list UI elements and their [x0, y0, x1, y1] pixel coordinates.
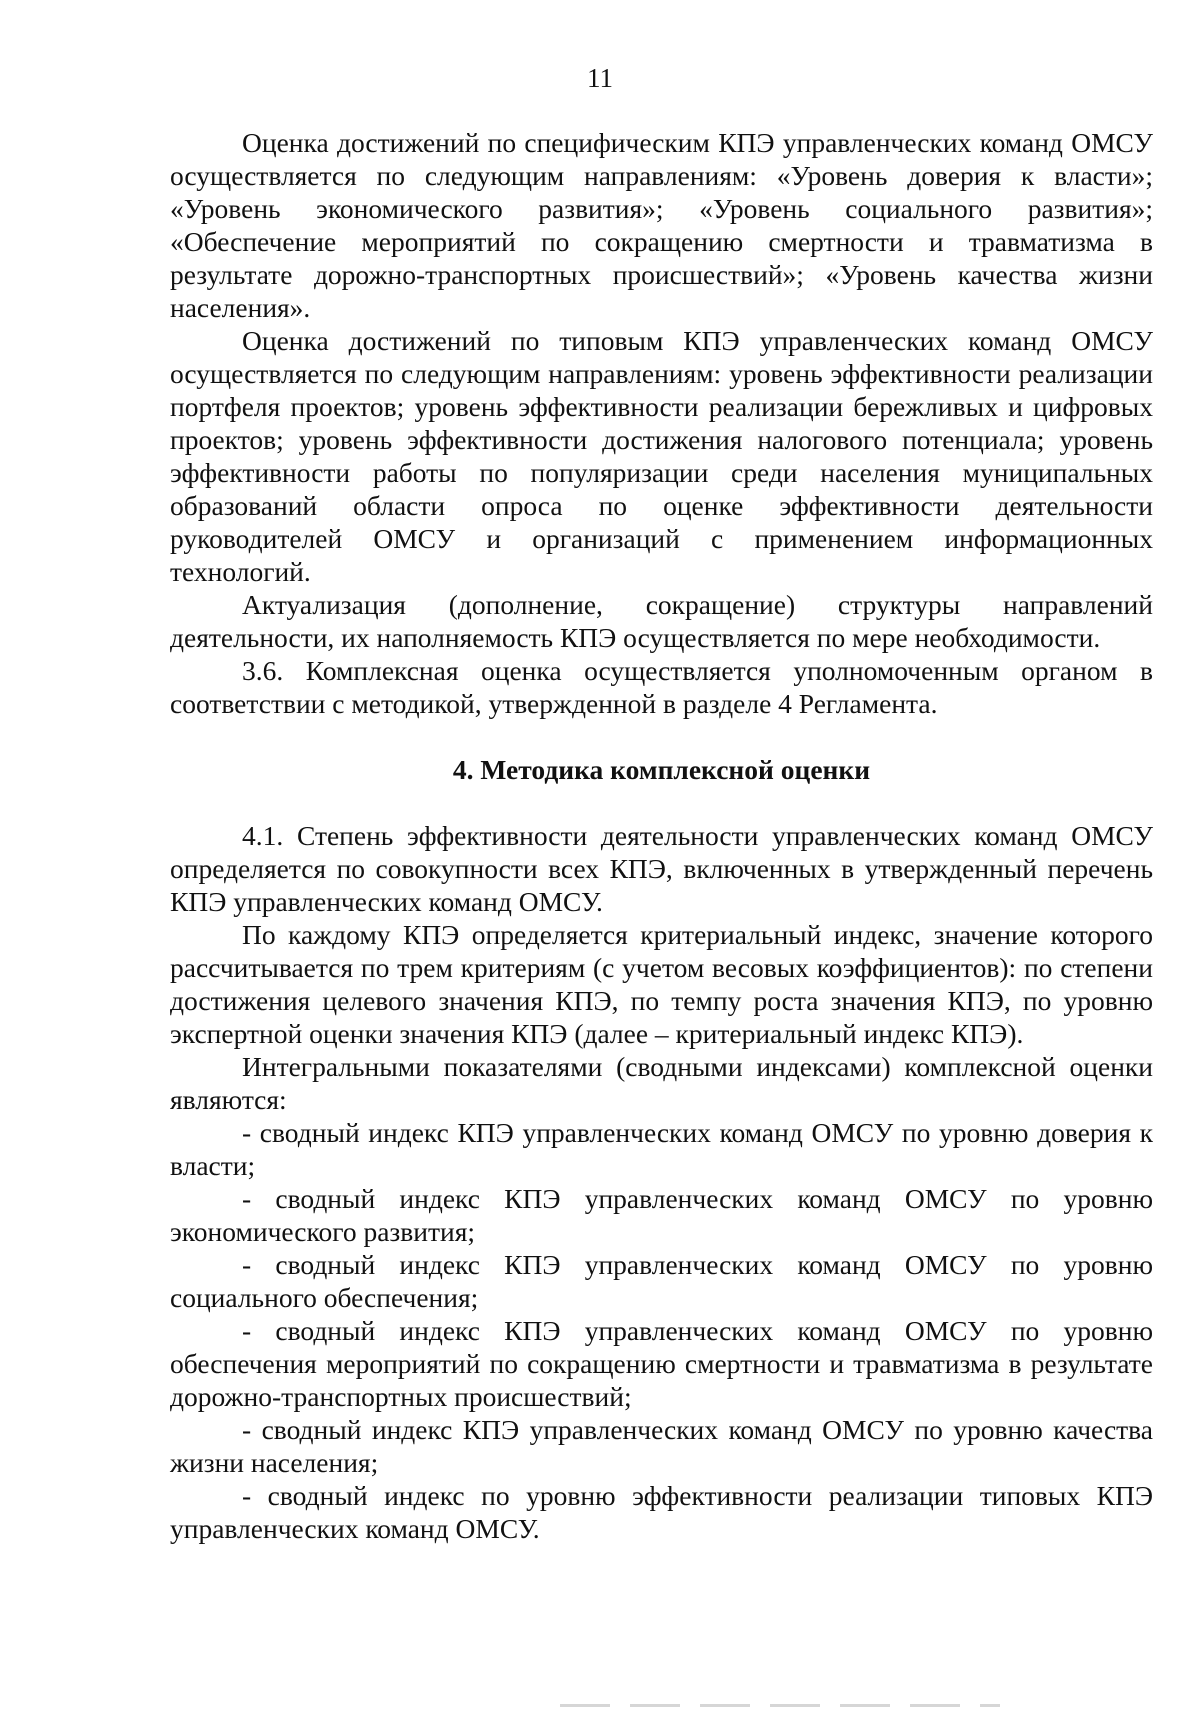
- paragraph-4-1: 4.1. Степень эффективности деятельности управленческих команд ОМСУ определяется по совокупности всех КПЭ, включенных в утвержденный перечень КПЭ управленческих команд ОМСУ.: [170, 820, 1153, 917]
- list-item-social: - сводный индекс КПЭ управленческих команд ОМСУ по уровню социального обеспечения;: [170, 1249, 1153, 1313]
- paragraph-integral-indicators: Интегральными показателями (сводными индексами) комплексной оценки являются:: [170, 1051, 1153, 1115]
- list-item-quality-of-life: - сводный индекс КПЭ управленческих команд ОМСУ по уровню качества жизни населения;: [170, 1414, 1153, 1478]
- scan-artifact: [560, 1704, 1000, 1707]
- list-item-road-safety: - сводный индекс КПЭ управленческих команд ОМСУ по уровню обеспечения мероприятий по сокращению смертности и травматизма в результате дорожно-транспортных происшествий;: [170, 1315, 1153, 1412]
- section-heading: 4. Методика комплексной оценки: [452, 754, 871, 785]
- paragraph-typical-kpi: Оценка достижений по типовым КПЭ управленческих команд ОМСУ осуществляется по следующим направлениям: уровень эффективности реализации портфеля проектов; уровень эффективности реализации бережливых и цифровых проектов; уровень эффективности достижения налогового потенциала; уровень эффективности работы по популяризации среди населения муниципальных образований области опроса по оценке эффективности деятельности руководителей ОМСУ и организаций с применением информационных технологий.: [170, 325, 1153, 587]
- paragraph-criterial-index: По каждому КПЭ определяется критериальный индекс, значение которого рассчитывается по трем критериям (с учетом весовых коэффициентов): по степени достижения целевого значения КПЭ, по темпу роста значения КПЭ, по уровню экспертной оценки значения КПЭ (далее – критериальный индекс КПЭ).: [170, 919, 1153, 1049]
- paragraph-specific-kpi: Оценка достижений по специфическим КПЭ управленческих команд ОМСУ осуществляется по следующим направлениям: «Уровень доверия к власти»; «Уровень экономического развития»; «Уровень социального развития»; «Обеспечение мероприятий по сокращению смертности и травматизма в результате дорожно-транспортных происшествий»; «Уровень качества жизни населения».: [170, 127, 1153, 323]
- list-item-trust: - сводный индекс КПЭ управленческих команд ОМСУ по уровню доверия к власти;: [170, 1117, 1153, 1181]
- page-number: 11: [587, 63, 613, 93]
- list-item-typical-kpi: - сводный индекс по уровню эффективности реализации типовых КПЭ управленческих команд ОМСУ.: [170, 1480, 1153, 1544]
- paragraph-actualization: Актуализация (дополнение, сокращение) структуры направлений деятельности, их наполняемость КПЭ осуществляется по мере необходимости.: [170, 589, 1153, 653]
- list-item-economic: - сводный индекс КПЭ управленческих команд ОМСУ по уровню экономического развития;: [170, 1183, 1153, 1247]
- paragraph-3-6: 3.6. Комплексная оценка осуществляется уполномоченным органом в соответствии с методикой, утвержденной в разделе 4 Регламента.: [170, 655, 1153, 719]
- document-body: [170, 126, 1153, 1545]
